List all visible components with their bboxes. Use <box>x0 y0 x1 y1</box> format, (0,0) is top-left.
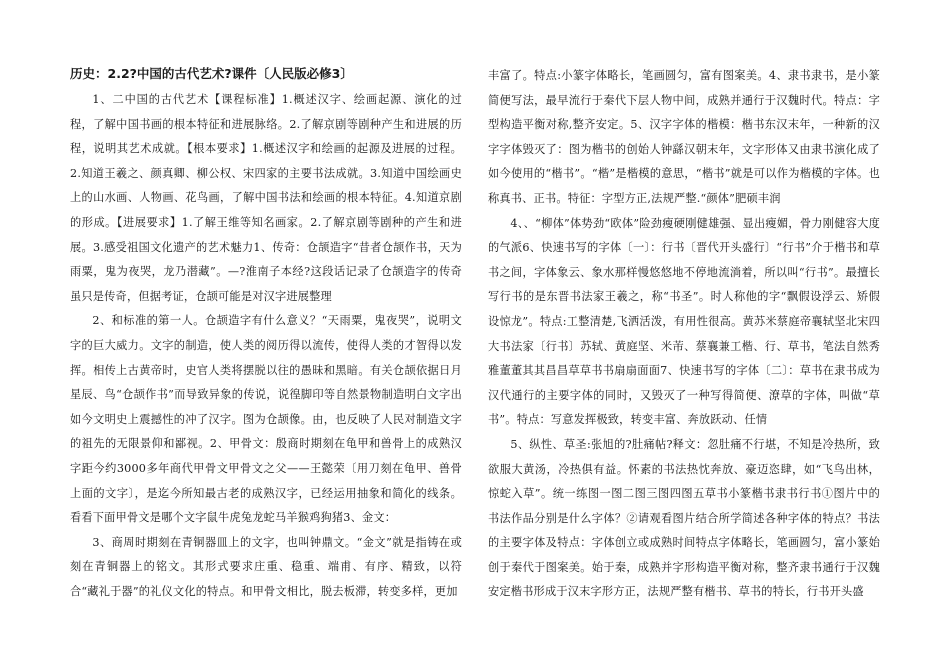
paragraph: 5、纵性、草圣:张旭的?肚痛帖?释文：忽肚痛不行堪，不知是冷热所，致欲服大黄汤，冷热俱有益。怀素的书法热忱奔放、豪迈恣肆，如“飞鸟出林，惊蛇入草”。统一练图一图二图三图四图五草书小篆楷书隶书行书①图片中的书法作品分别是什么字体？②请观看图片结合所学简述各种字体的特点？书法的主要字体及特点：字体创立或成熟时间特点字体略长，笔画圆匀，富小篆始创于秦代于图案美。始于秦，成熟并字形构造平衡对称，整齐隶书通行于汉魏安定楷书形成于汉末字形方正，法规严整有楷书、草书的特长，行书开头盛 <box>488 437 880 599</box>
left-column <box>70 64 462 604</box>
paragraph: 1、二中国的古代艺术【课程标准】1.概述汉字、绘画起源、演化的过程，了解中国书画的根本特征和进展脉络。2.了解京剧等剧种产生和进展的历程，说明其艺术成就。【根本要求】1.概述汉字和绘画的起源及进展的过程。2.知道王羲之、颜真卿、柳公权、宋四家的主要书法成就。3.知道中国绘画史上的山水画、人物画、花鸟画，了解中国书法和绘画的根本特征。4.知道京剧的形成。【进展要求】1.了解王维等知名画家。2.了解京剧等剧种的产生和进展。3.感受祖国文化遗产的艺术魅力1、传奇：仓颉造字“昔者仓颉作书，天为雨粟，鬼为夜哭，龙乃潜藏”。—?淮南子本经?这段话记录了仓颉造字的传奇虽只是传奇，但据考证，仓颉可能是对汉字进展整理 <box>70 93 462 303</box>
right-column <box>488 64 880 605</box>
document-title: 历史：2.2?中国的古代艺术?课件〔人民版必修3〕 <box>70 66 353 81</box>
paragraph: 3、商周时期刻在青铜器皿上的文字，也叫钟鼎文。“金文”就是指铸在或刻在青铜器上的铭文。其形式要求庄重、稳重、端甫、有序、精致，以符合“藏礼于器”的礼仪文化的特点。和甲骨文相比，脱去板滞，转变多样，更加 <box>70 535 462 598</box>
paragraph: 4、、“柳体”体势劲“欧体”险劲瘦硬刚健雄强、显出瘦媚，骨力刚健容大度的气派6、快速书写的字体〔一〕：行书〔晋代开头盛行〕“行书”介于楷书和草书之间，字体象云、象水那样慢悠悠地不停地流淌着，所以叫“行书”。最擅长写行书的是东晋书法家王羲之，称“书圣”。时人称他的字“飘假设浮云、矫假设惊龙”。特点:工整清楚,飞洒活泼，有用性很高。黄苏米蔡庭帝襄轼坚北宋四大书法家〔行书〕苏轼、黄庭坚、米芾、蔡襄兼工楷、行、草书，笔法自然秀雅董董其其昌昌草草书书扇扇面面7、快速书写的字体〔二〕：草书在隶书成为汉代通行的主要字体的同时，又毁灭了一种写得简便、潦草的字体，叫做“草书”。特点：写意发挥极致，转变丰富、奔放跃动、任情 <box>488 216 880 427</box>
paragraph: 丰富了。特点:小篆字体略长，笔画圆匀，富有图案美。4、隶书隶书，是小篆简便写法，最早流行于秦代下层人物中间，成熟并通行于汉魏时代。特点：字型构造平衡对称,整齐安定。5、汉字字体的楷模：楷书东汉末年，一种新的汉字字体毁灭了：图为楷书的创始人钟繇汉朝末年，文字形体又由隶书演化成了如今使用的“楷书”。“楷”是楷模的意思，“楷书”就是可以作为楷模的字体。也称真书、正书。特征：字型方正,法规严整.“颜体”肥硕丰润 <box>488 69 880 205</box>
paragraph: 2、和标准的第一人。仓颉造字有什么意义？“天雨粟，鬼夜哭”，说明文字的巨大威力。文字的制造，使人类的阅历得以流传，使得人类的才智得以发挥。相传上古黄帝时，史官人类将摆脱以往的愚昧和黑暗。有关仓颉依据日月星辰、鸟“仓颉作书”而导致异象的传说，说徨脚印等自然景物制造明白文字出如今文明史上震撼性的冲了汉字。图为仓颉像。由，也反映了人民对制造文字的祖先的无限景仰和鄙视。2、甲骨文：殷商时期刻在龟甲和兽骨上的成熟汉字距今约3000多年商代甲骨文甲骨文之父——王懿荣〔用刀刻在龟甲、兽骨上面的文字〕，是迄今所知最古老的成熟汉字，已经运用抽象和简化的线条。看看下面甲骨文是哪个文字鼠牛虎兔龙蛇马羊猴鸡狗猪3、金文： <box>70 314 462 525</box>
